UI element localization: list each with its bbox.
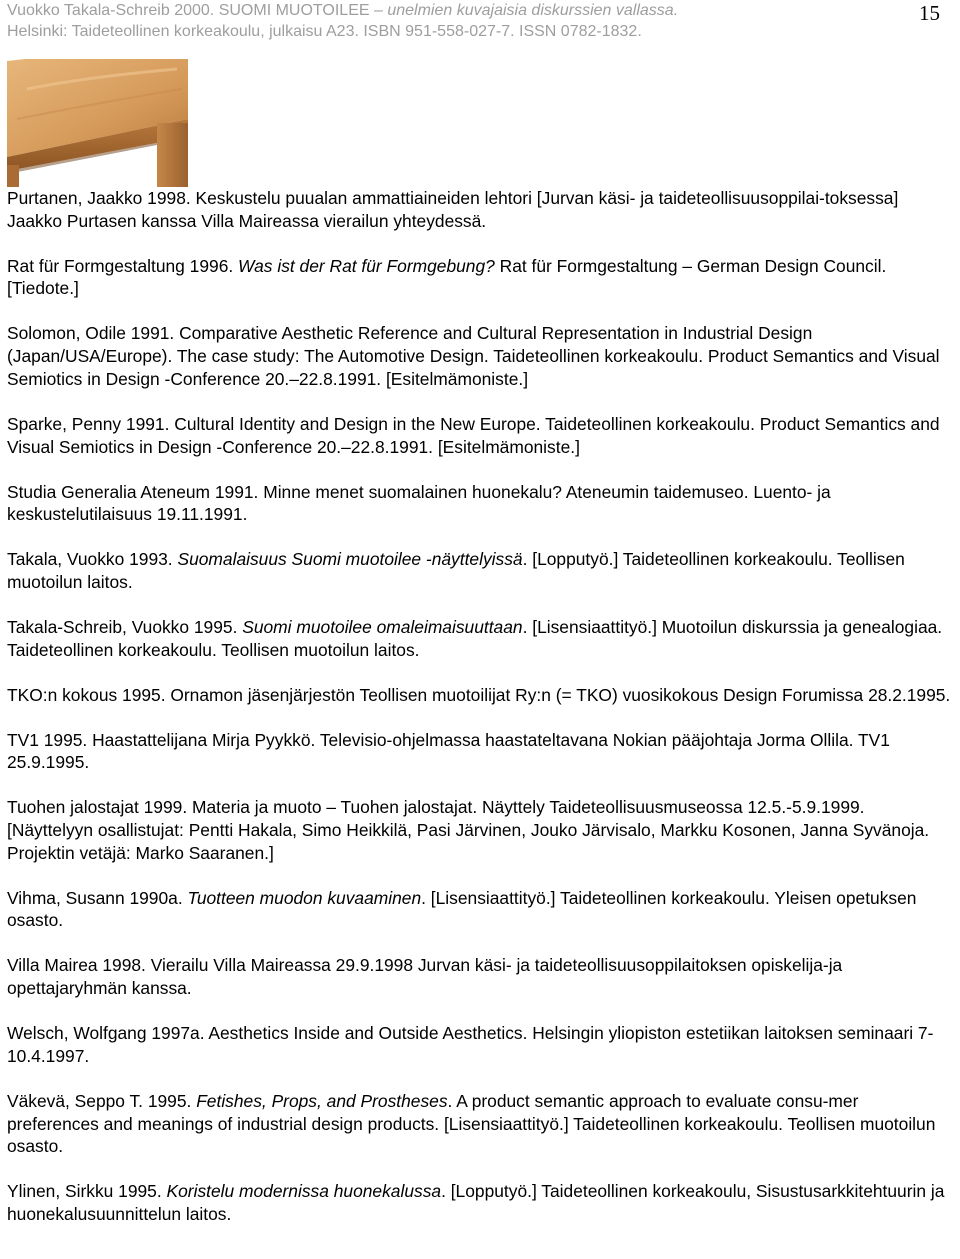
page-number: 15 bbox=[919, 1, 940, 25]
reference-entry bbox=[7, 729, 951, 774]
reference-text: Welsch, Wolfgang 1997a. Aesthetics Inside and Outside Aesthetics. Helsingin yliopiston estetiikan laitoksen seminaari 7-10.4.1997. bbox=[7, 1023, 934, 1066]
reference-title: Koristelu modernissa huonekalussa bbox=[166, 1181, 442, 1202]
header-title: SUOMI MUOTOILEE bbox=[218, 2, 370, 19]
reference-title: Fetishes, Props, and Prostheses bbox=[196, 1090, 448, 1111]
reference-text: Purtanen, Jaakko 1998. Keskustelu puualan ammattiaineiden lehtori [Jurvan käsi- ja taideteollisuusoppilai-toksessa] Jaakko Purtasen kanssa Villa Maireassa vierailun yhteydessä. bbox=[7, 188, 899, 231]
reference-text: Villa Mairea 1998. Vierailu Villa Maireassa 29.9.1998 Jurvan käsi- ja taideteollisuusoppilaitoksen opiskelija-ja opettajaryhmän kanssa. bbox=[7, 955, 843, 999]
reference-entry bbox=[7, 548, 951, 593]
reference-entry bbox=[7, 887, 951, 932]
reference-entry bbox=[7, 255, 951, 300]
reference-text: Rat für Formgestaltung 1996. bbox=[7, 255, 239, 276]
reference-text: Vihma, Susann 1990a. bbox=[7, 887, 188, 908]
reference-entry bbox=[7, 954, 951, 999]
reference-title: Tuotteen muodon kuvaaminen bbox=[187, 887, 422, 908]
reference-text: . [Lisensiaattityö.] Taideteollinen korkeakoulu. Yleisen opetuksen osasto. bbox=[7, 887, 917, 931]
reference-entry bbox=[7, 796, 951, 864]
reference-entry bbox=[7, 1180, 951, 1225]
chair-photo-image bbox=[7, 59, 188, 187]
references-list bbox=[7, 187, 951, 1248]
reference-entry bbox=[7, 187, 951, 232]
reference-text: Tuohen jalostajat 1999. Materia ja muoto – Tuohen jalostajat. Näyttely Taideteollisuusmuseossa 12.5.-5.9.1999. [Näyttelyyn osallistujat: Pentti Hakala, Simo Heikkilä, Pasi Järvinen, Jouko Järvisalo, Markku Kosonen, Janna Syvänoja. Projektin vetäjä: Marko Saaranen.] bbox=[7, 797, 930, 863]
reference-text: Rat für Formgestaltung – German Design Council. [Tiedote.] bbox=[7, 255, 887, 299]
header-line-2: Helsinki: Taideteollinen korkeakoulu, julkaisu A23. ISBN 951-558-027-7. ISSN 0782-1832. bbox=[7, 23, 642, 40]
reference-text: . [Lopputyö.] Taideteollinen korkeakoulu. Teollisen muotoilun laitos. bbox=[7, 549, 905, 592]
chair-photo bbox=[7, 59, 188, 187]
reference-title: Was ist der Rat für Formgebung? bbox=[238, 255, 495, 276]
reference-entry bbox=[7, 616, 951, 661]
header-subtitle: unelmien kuvajaisia diskurssien vallassa. bbox=[387, 2, 679, 19]
reference-entry bbox=[7, 413, 951, 458]
reference-text: TKO:n kokous 1995. Ornamon jäsenjärjestön Teollisen muotoilijat Ry:n (= TKO) vuosikokous Design Forumissa 28.2.1995. bbox=[7, 684, 951, 705]
reference-entry bbox=[7, 1022, 951, 1067]
reference-text: Takala-Schreib, Vuokko 1995. bbox=[7, 616, 243, 637]
reference-text: Takala, Vuokko 1993. bbox=[7, 549, 178, 570]
reference-text: TV1 1995. Haastattelijana Mirja Pyykkö. Televisio-ohjelmassa haastateltavana Nokian pääjohtaja Jorma Ollila. TV1 25.9.1995. bbox=[7, 729, 890, 773]
running-header bbox=[7, 0, 678, 42]
reference-text: . A product semantic approach to evaluate consu-mer preferences and meanings of industrial design products. [Lisensiaattityö.] Taideteollinen korkeakoulu. Teollisen muotoilun osasto. bbox=[7, 1090, 936, 1157]
reference-text: Sparke, Penny 1991. Cultural Identity and Design in the New Europe. Taideteollinen korkeakoulu. Product Semantics and Visual Semiotics in Design -Conference 20.–22.8.1991. [Esitelmämoniste.] bbox=[7, 413, 940, 457]
reference-entry bbox=[7, 322, 951, 390]
reference-text: Ylinen, Sirkku 1995. bbox=[7, 1181, 167, 1202]
reference-entry bbox=[7, 481, 951, 526]
reference-entry bbox=[7, 1090, 951, 1158]
reference-text: Studia Generalia Ateneum 1991. Minne menet suomalainen huonekalu? Ateneumin taidemuseo. Luento- ja keskustelutilaisuus 19.11.1991. bbox=[7, 481, 831, 525]
header-line-1: Vuokko Takala-Schreib 2000. SUOMI MUOTOILEE – unelmien kuvajaisia diskurssien vallassa. bbox=[7, 2, 679, 19]
reference-text: Väkevä, Seppo T. 1995. bbox=[7, 1090, 197, 1111]
reference-text: Solomon, Odile 1991. Comparative Aesthetic Reference and Cultural Representation in Industrial Design (Japan/USA/Europe). The case study: The Automotive Design. Taideteollinen korkeakoulu. Product Semantics and Visual Semiotics in Design -Conference 20.–22.8.1991. [Esitelmämoniste.] bbox=[7, 323, 940, 389]
header-author: Vuokko Takala-Schreib 2000. bbox=[7, 2, 215, 19]
reference-title: Suomalaisuus Suomi muotoilee -näyttelyissä bbox=[177, 549, 523, 570]
reference-title: Suomi muotoilee omaleimaisuuttaan bbox=[242, 616, 523, 637]
reference-entry bbox=[7, 684, 951, 707]
reference-text: . [Lisensiaattityö.] Muotoilun diskurssia ja genealogiaa. Taideteollinen korkeakoulu. Teollisen muotoilun laitos. bbox=[7, 616, 943, 660]
reference-text: . [Lopputyö.] Taideteollinen korkeakoulu, Sisustusarkkitehtuurin ja huonekalusuunnittelun laitos. bbox=[7, 1181, 945, 1224]
